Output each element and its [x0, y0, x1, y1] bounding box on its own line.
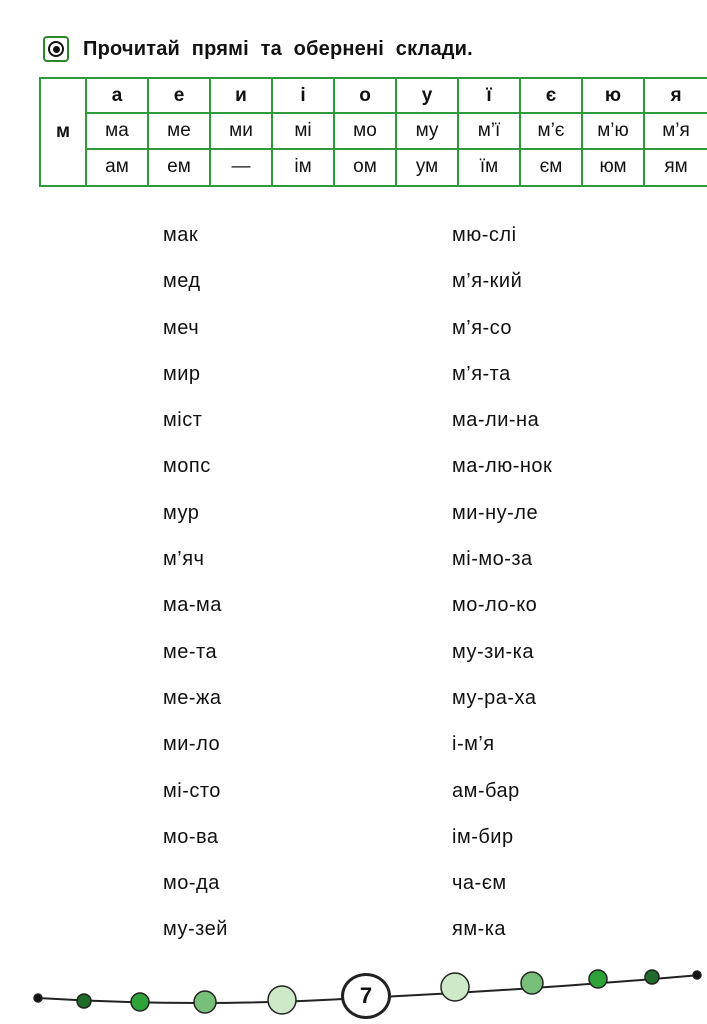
- word-item: ми-ло: [163, 733, 221, 756]
- reverse-syllable-cell: ам: [87, 150, 149, 185]
- direct-syllable-cell: м’я: [645, 114, 707, 149]
- vowel-cell: є: [521, 79, 583, 114]
- direct-syllable-cell: му: [397, 114, 459, 149]
- word-item: мак: [163, 224, 199, 246]
- syllable-grid: [87, 79, 707, 185]
- bead: [693, 971, 701, 979]
- bead: [194, 991, 216, 1013]
- vowel-cell: у: [397, 79, 459, 114]
- reverse-syllable-cell: їм: [459, 150, 521, 185]
- word-item: мо-ва: [163, 825, 219, 848]
- target-icon: [43, 36, 69, 62]
- bead: [34, 994, 42, 1002]
- reverse-syllable-cell: ім: [273, 150, 335, 185]
- word-item: мир: [163, 362, 201, 385]
- instruction-text: Прочитай прямі та обернені склади.: [83, 37, 473, 60]
- word-item: му-зей: [163, 918, 228, 941]
- word-item: мо-ло-ко: [452, 594, 538, 617]
- bead: [441, 973, 469, 1001]
- word-item: мо-да: [163, 872, 220, 895]
- bead: [268, 986, 296, 1014]
- word-item: му-ра-ха: [452, 686, 537, 709]
- word-item: мі-мо-за: [452, 548, 533, 571]
- vowel-cell: я: [645, 79, 707, 114]
- word-item: мю-слі: [452, 224, 517, 246]
- bead: [645, 970, 659, 984]
- word-item: мопс: [163, 455, 211, 478]
- word-item: м’я-кий: [452, 270, 523, 293]
- direct-syllable-cell: мо: [335, 114, 397, 149]
- bead: [77, 994, 91, 1008]
- vowel-cell: і: [273, 79, 335, 114]
- word-item: ма-лю-нок: [452, 455, 553, 478]
- word-item: меч: [163, 316, 200, 339]
- vowel-cell: ю: [583, 79, 645, 114]
- reverse-syllable-cell: ям: [664, 156, 688, 178]
- vowel-cell: и: [211, 79, 273, 114]
- direct-syllable-cell: м’ю: [583, 114, 645, 149]
- word-item: і-м’я: [452, 733, 495, 756]
- reverse-syllable-cell: ом: [335, 150, 397, 185]
- page-number: 7: [341, 973, 391, 1019]
- word-list-right: [452, 219, 552, 960]
- reverse-syllable-cell: —: [211, 150, 273, 185]
- instruction: [43, 32, 473, 66]
- word-list-left: [163, 219, 228, 960]
- word-item: ям-ка: [452, 918, 507, 941]
- direct-syllable-cell: мі: [273, 114, 335, 149]
- bead: [131, 993, 149, 1011]
- word-item: ме-та: [163, 640, 218, 663]
- vowel-cell: е: [149, 79, 211, 114]
- reverse-syllable-cell: юм: [583, 150, 645, 185]
- consonant-cell: м: [41, 79, 87, 185]
- word-item: ма-ма: [163, 594, 222, 617]
- direct-syllable-cell: ме: [149, 114, 211, 149]
- word-item: му-зи-ка: [452, 640, 534, 663]
- reverse-syllable-cell: єм: [521, 150, 583, 185]
- bead: [521, 972, 543, 994]
- word-item: ам-бар: [452, 779, 520, 802]
- word-item: мі-сто: [163, 779, 221, 802]
- syllable-table: [39, 77, 707, 187]
- direct-syllable-cell: м’є: [521, 114, 583, 149]
- vowel-cell: о: [335, 79, 397, 114]
- word-item: ім-бир: [452, 825, 514, 848]
- word-item: мур: [163, 501, 200, 524]
- reverse-syllable-cell: ем: [149, 150, 211, 185]
- word-item: мед: [163, 270, 201, 293]
- word-item: ме-жа: [163, 686, 222, 709]
- word-item: м’я-со: [452, 316, 513, 339]
- vowel-cell: ї: [459, 79, 521, 114]
- direct-syllable-cell: м’ї: [459, 114, 521, 149]
- bead: [589, 970, 607, 988]
- word-item: ма-ли-на: [452, 409, 540, 432]
- word-item: м’я-та: [452, 362, 511, 385]
- vowel-cell: а: [87, 79, 149, 114]
- direct-syllable-cell: ми: [211, 114, 273, 149]
- direct-syllable-cell: ма: [87, 114, 149, 149]
- word-item: міст: [163, 409, 203, 432]
- reverse-syllable-cell: ум: [397, 150, 459, 185]
- word-item: м’яч: [163, 548, 205, 571]
- word-item: ми-ну-ле: [452, 501, 539, 524]
- word-item: ча-єм: [452, 872, 507, 895]
